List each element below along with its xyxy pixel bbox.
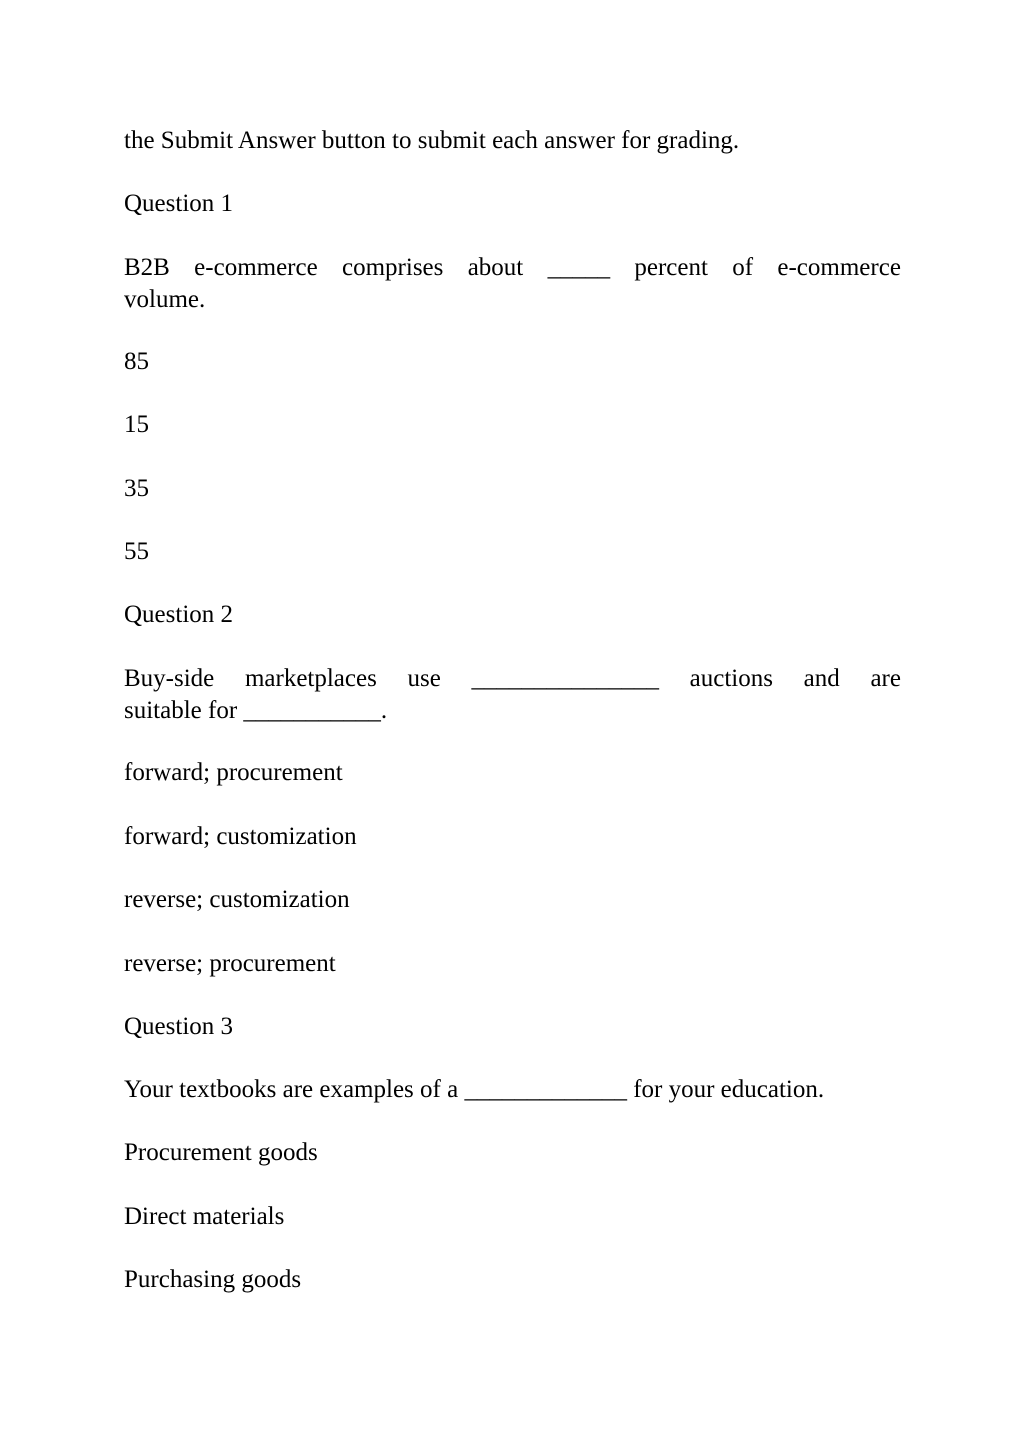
prompt-word: and <box>803 665 840 692</box>
prompt-word: Buy-side <box>124 665 215 692</box>
prompt-blank: _______________ <box>471 665 659 692</box>
question-2-prompt-line-2: suitable for ___________. <box>124 697 388 724</box>
intro-text: the Submit Answer button to submit each answer for grading. <box>124 127 740 154</box>
question-3-heading: Question 3 <box>124 1013 234 1040</box>
question-1-prompt <box>124 252 901 316</box>
question-1-heading: Question 1 <box>124 190 234 217</box>
prompt-word: auctions <box>689 665 773 692</box>
question-1-option-2[interactable]: 15 <box>124 411 149 438</box>
question-2-option-3[interactable]: reverse; customization <box>124 886 350 913</box>
question-2-prompt <box>124 663 901 727</box>
prompt-word: percent <box>634 254 708 281</box>
prompt-word: marketplaces <box>244 665 377 692</box>
prompt-blank: _____ <box>547 254 611 281</box>
prompt-word: e-commerce <box>194 254 318 281</box>
prompt-word: about <box>467 254 524 281</box>
question-3-prompt: Your textbooks are examples of a _____________ for your education. <box>124 1076 825 1103</box>
prompt-word: use <box>407 665 441 692</box>
question-2-option-2[interactable]: forward; customization <box>124 823 357 850</box>
prompt-word: comprises <box>342 254 444 281</box>
prompt-word: B2B <box>124 254 170 281</box>
question-1-option-4[interactable]: 55 <box>124 538 149 565</box>
question-1-option-3[interactable]: 35 <box>124 475 149 502</box>
question-2-prompt-line-1 <box>124 663 901 695</box>
question-1-option-1[interactable]: 85 <box>124 348 149 375</box>
question-1-prompt-line-2: volume. <box>124 286 206 313</box>
prompt-word: e-commerce <box>777 254 901 281</box>
prompt-word: of <box>732 254 754 281</box>
question-3-option-3[interactable]: Purchasing goods <box>124 1266 302 1293</box>
question-3-option-2[interactable]: Direct materials <box>124 1203 285 1230</box>
question-3-option-1[interactable]: Procurement goods <box>124 1139 318 1166</box>
question-2-option-4[interactable]: reverse; procurement <box>124 950 336 977</box>
question-2-heading: Question 2 <box>124 601 234 628</box>
prompt-word: are <box>870 665 901 692</box>
question-2-option-1[interactable]: forward; procurement <box>124 759 343 786</box>
question-1-prompt-line-1 <box>124 252 901 284</box>
